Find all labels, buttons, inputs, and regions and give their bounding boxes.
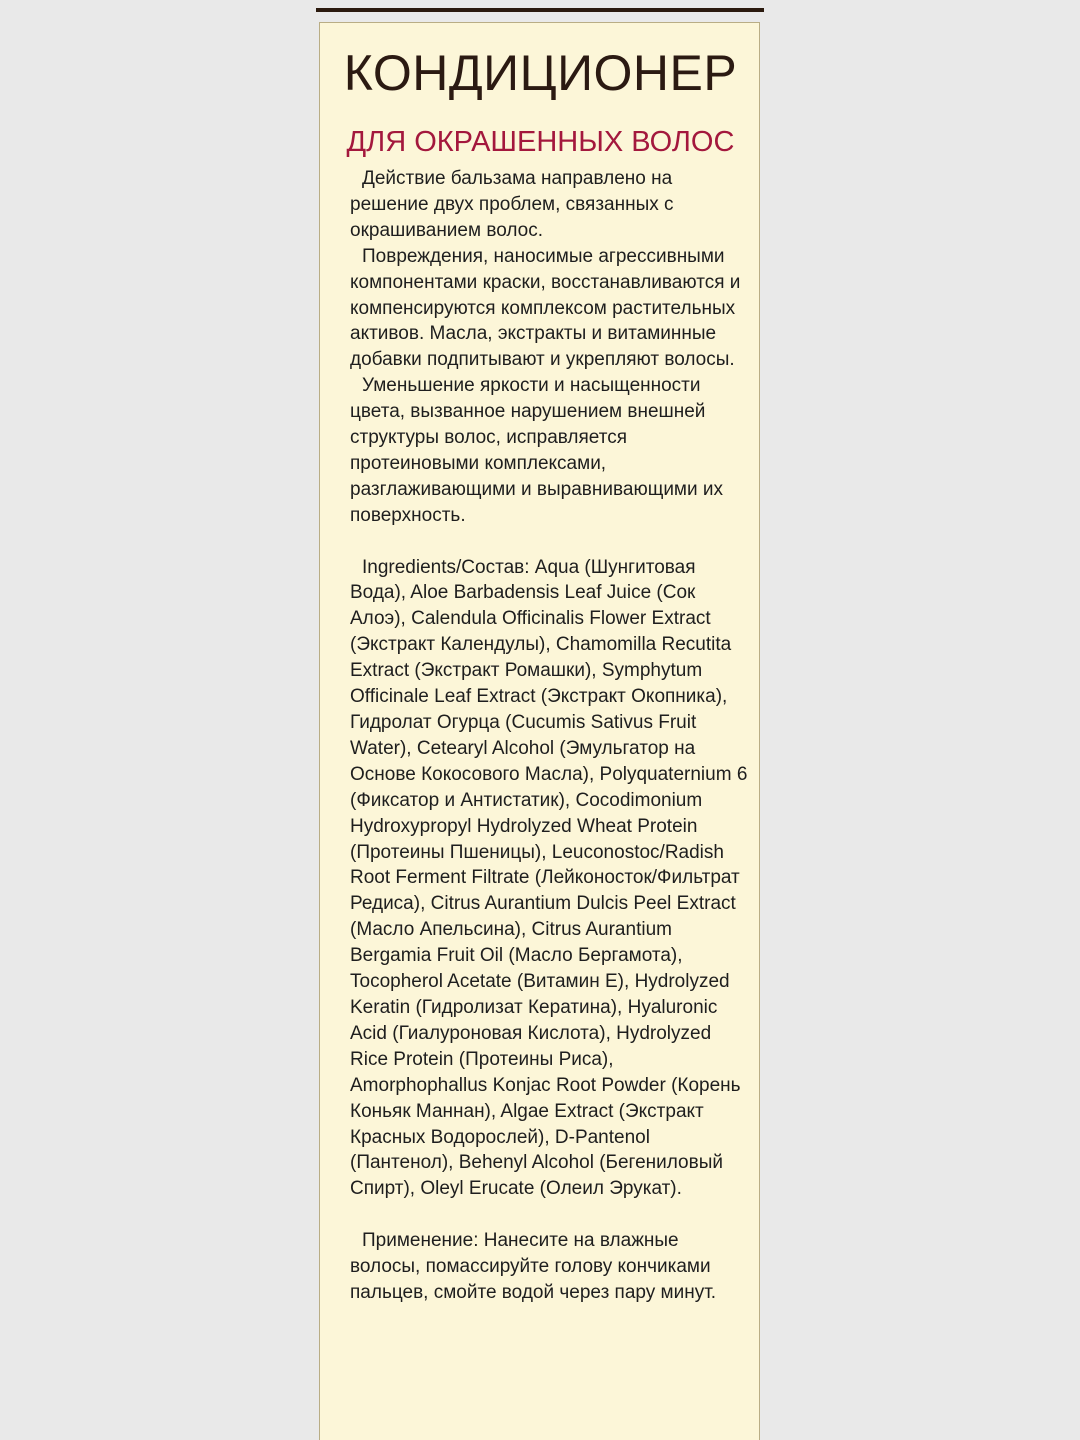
product-title: КОНДИЦИОНЕР <box>343 45 738 101</box>
ingredients-paragraph: Ingredients/Состав: Aqua (Шунгитовая Вода), Aloe Barbadensis Leaf Juice (Сок Алоэ), Calendula Officinalis Flower Extract (Экстракт Календулы), Chamomilla Recutita Extract (Экстракт Ромашки), Symphytum Officinale Leaf Extract (Экстракт Окопника), Гидролат Огурца (Cucumis Sativus Fruit Water), Cetearyl Alcohol (Эмульгатор на Основе Кокосового Масла), Polyquaternium 6 (Фиксатор и Антистатик), Cocodimonium Hydroxypropyl Hydrolyzed Wheat Protein (Протеины Пшеницы), Leuconostoc/Radish Root Ferment Filtrate (Лейконосток/Фильтрат Редиса), Citrus Aurantium Dulcis Peel Extract (Масло Апельсина), Citrus Aurantium Bergamia Fruit Oil (Масло Бергамота), Tocopherol Acetate (Витамин Е), Hydrolyzed Keratin (Гидролизат Кератина), Hyaluronic Acid (Гиалуроновая Кислота), Hydrolyzed Rice Protein (Протеины Риса), Amorphophallus Konjac Root Powder (Корень Коньяк Маннан), Algae Extract (Экстракт Красных Водорослей), D-Pantenol (Пантенол), Behenyl Alcohol (Бегениловый Спирт), Oleyl Erucate (Олеил Эрукат). <box>350 556 748 1200</box>
description-paragraph-1: Действие бальзама направлено на решение двух проблем, связанных с окрашиванием волос. <box>350 168 674 241</box>
product-subtitle: ДЛЯ ОКРАШЕННЫХ ВОЛОС <box>346 126 735 158</box>
label-body-text <box>350 166 750 1306</box>
product-label-panel <box>319 22 760 1440</box>
description-paragraph-3: Уменьшение яркости и насыщенности цвета, вызванное нарушением внешней структуры волос, исправляется протеиновыми комплексами, разглаживающими и выравнивающими их поверхность. <box>350 375 724 526</box>
paragraph-gap <box>350 529 750 555</box>
top-rule-divider <box>316 8 764 12</box>
paragraph-gap <box>350 1202 750 1228</box>
usage-paragraph: Применение: Нанесите на влажные волосы, помассируйте голову кончиками пальцев, смойте водой через пару минут. <box>350 1230 717 1303</box>
description-paragraph-2: Повреждения, наносимые агрессивными компонентами краски, восстанавливаются и компенсируются комплексом растительных активов. Масла, экстракты и витаминные добавки подпитывают и укрепляют волосы. <box>350 245 741 371</box>
